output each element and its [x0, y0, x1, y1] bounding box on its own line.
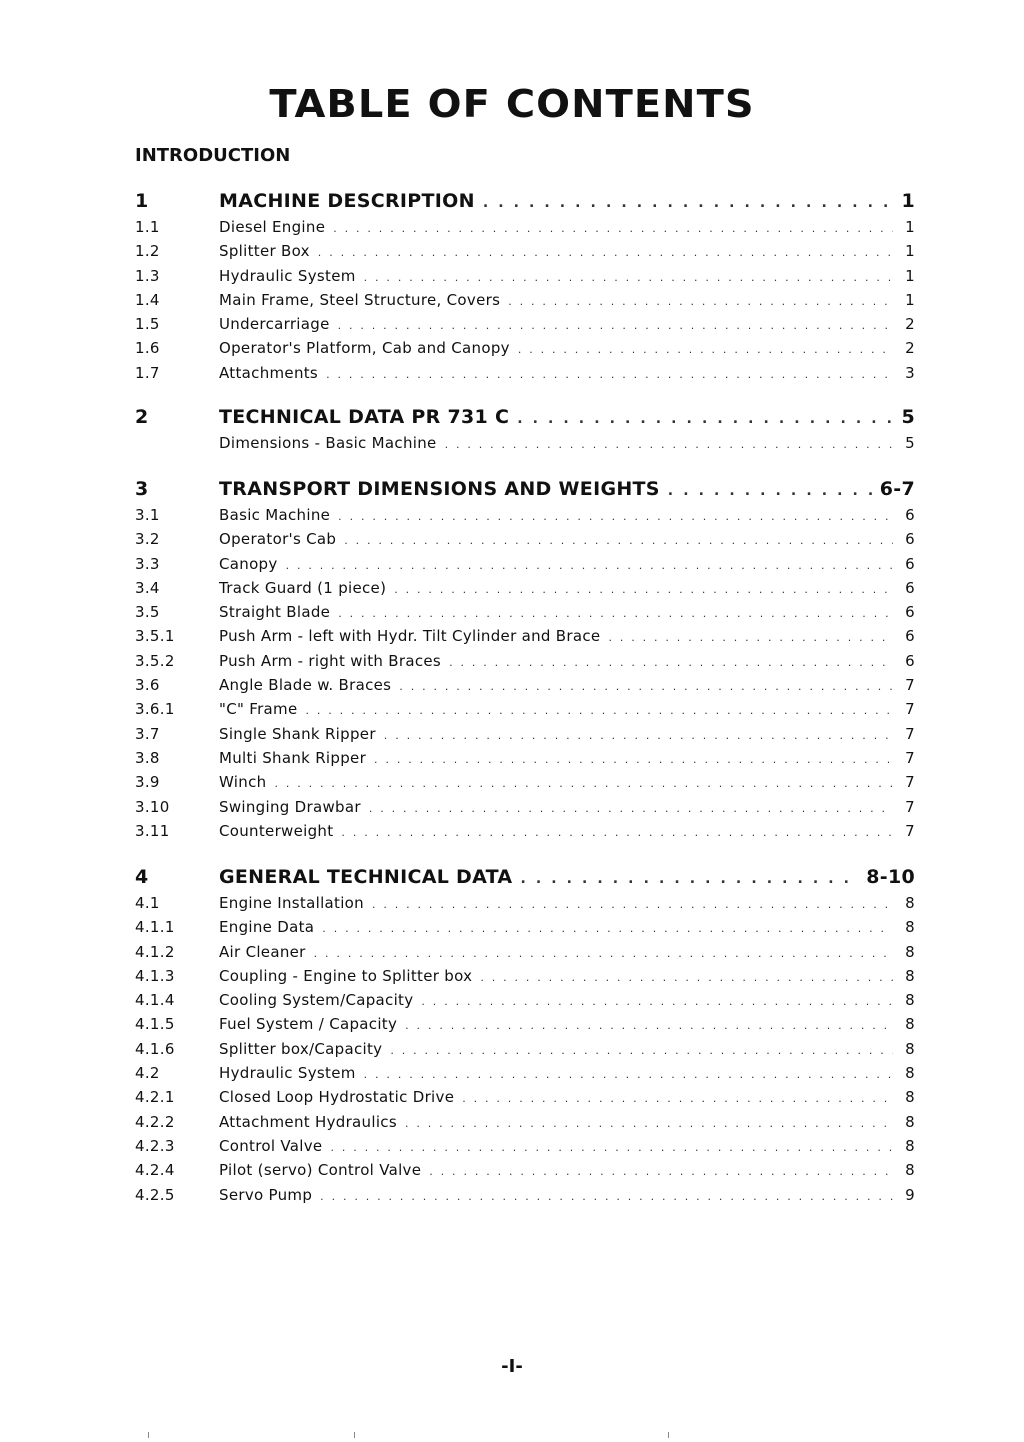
dot-leader	[518, 343, 893, 356]
toc-entry	[135, 1161, 915, 1185]
section-title: TECHNICAL DATA PR 731 C	[219, 406, 510, 428]
page-reference: 8	[905, 1039, 915, 1058]
toc-section-heading	[135, 478, 915, 506]
entry-title: Single Shank Ripper	[219, 724, 376, 743]
entry-title: Swinging Drawbar	[219, 797, 361, 816]
entry-number: 3.11	[135, 821, 170, 840]
entry-number: 3.10	[135, 797, 170, 816]
dot-leader	[338, 607, 893, 620]
toc-entry	[135, 773, 915, 797]
entry-number: 1.2	[135, 242, 160, 261]
page-reference: 3	[905, 363, 915, 382]
page-reference: 5	[905, 434, 915, 452]
entry-title: "C" Frame	[219, 700, 298, 719]
entry-number: 4.2.1	[135, 1088, 175, 1107]
entry-number: 3.4	[135, 578, 160, 597]
entry-number: 4.2.2	[135, 1112, 175, 1131]
toc-entry	[135, 725, 915, 749]
entry-number: 3.7	[135, 724, 160, 743]
entry-number: 3.5	[135, 603, 160, 622]
page-reference: 8	[905, 894, 915, 912]
entry-title: Air Cleaner	[219, 942, 306, 961]
dot-leader	[338, 319, 893, 332]
entry-title: Straight Blade	[219, 603, 331, 622]
entry-number: 4.1.1	[135, 918, 175, 937]
page-reference: 7	[905, 821, 915, 840]
toc-entry	[135, 434, 915, 458]
toc-entry	[135, 918, 915, 942]
toc-entry	[135, 242, 915, 266]
entry-number: 4.1.4	[135, 991, 175, 1010]
toc-entry	[135, 579, 915, 603]
page-reference: 6	[905, 627, 915, 646]
toc-entry	[135, 676, 915, 700]
dot-leader	[449, 656, 893, 669]
entry-title: Canopy	[219, 554, 278, 573]
entry-number: 3.8	[135, 748, 160, 767]
entry-title: Main Frame, Steel Structure, Covers	[219, 290, 501, 309]
toc-entry	[135, 364, 915, 388]
page-reference: 8	[905, 991, 915, 1010]
entry-number: 4.1.2	[135, 942, 175, 961]
dot-leader	[483, 195, 893, 211]
dot-leader	[429, 1165, 893, 1178]
dot-leader	[330, 1141, 893, 1154]
entry-title: Undercarriage	[219, 315, 330, 334]
toc-section-heading	[135, 406, 915, 434]
page-reference: 8	[905, 1088, 915, 1107]
page-reference: 7	[905, 773, 915, 792]
entry-title: Cooling System/Capacity	[219, 991, 414, 1010]
page-reference: 7	[905, 676, 915, 695]
dot-leader	[318, 246, 893, 259]
entry-number: 3.2	[135, 530, 160, 549]
entry-title: Track Guard (1 piece)	[219, 578, 387, 597]
entry-title: Coupling - Engine to Splitter box	[219, 966, 473, 985]
toc-entry	[135, 267, 915, 291]
dot-leader	[369, 802, 893, 815]
toc-entry	[135, 603, 915, 627]
entry-title: Closed Loop Hydrostatic Drive	[219, 1088, 455, 1107]
toc-entry	[135, 315, 915, 339]
entry-title: Splitter Box	[219, 242, 310, 261]
page-reference: 1	[905, 290, 915, 309]
entry-title: Push Arm - left with Hydr. Tilt Cylinder and Brace	[219, 627, 601, 646]
page-reference: 2	[905, 315, 915, 334]
page-reference: 8	[905, 1015, 915, 1034]
section-number: 3	[135, 478, 149, 500]
entry-title: Hydraulic System	[219, 1064, 356, 1083]
page-reference: 7	[905, 797, 915, 816]
entry-number: 3.6.1	[135, 700, 175, 719]
dot-leader	[405, 1117, 893, 1130]
dot-leader	[374, 753, 893, 766]
page-title: TABLE OF CONTENTS	[269, 82, 755, 126]
entry-title: Engine Installation	[219, 894, 364, 912]
dot-leader	[326, 368, 893, 381]
toc-entry	[135, 652, 915, 676]
page-reference: 8-10	[866, 866, 915, 888]
dot-leader	[341, 826, 893, 839]
section-number: 2	[135, 406, 149, 428]
entry-title: Counterweight	[219, 821, 334, 840]
entry-number: 1.6	[135, 339, 160, 358]
entry-title: Angle Blade w. Braces	[219, 676, 392, 695]
page-reference: 1	[905, 218, 915, 236]
dot-leader	[405, 1019, 893, 1032]
page-reference: 6	[905, 554, 915, 573]
entry-number: 4.1.3	[135, 966, 175, 985]
toc-entry	[135, 627, 915, 651]
toc-section-1	[135, 190, 915, 388]
dot-leader	[322, 922, 893, 935]
entry-number: 4.1	[135, 894, 160, 912]
entry-title: Multi Shank Ripper	[219, 748, 367, 767]
page-reference: 6-7	[879, 478, 915, 500]
toc-entry	[135, 798, 915, 822]
dot-leader	[364, 271, 893, 284]
scan-mark	[148, 1432, 149, 1438]
toc-entry	[135, 749, 915, 773]
entry-number: 3.5.2	[135, 651, 175, 670]
dot-leader	[399, 680, 893, 693]
entry-number: 4.1.5	[135, 1015, 175, 1034]
page-reference: 6	[905, 506, 915, 524]
entry-number: 1.3	[135, 266, 160, 285]
dot-leader	[305, 704, 893, 717]
entry-title: Basic Machine	[219, 506, 331, 524]
entry-number: 4.2	[135, 1064, 160, 1083]
dot-leader	[338, 510, 893, 523]
toc-section-heading	[135, 190, 915, 218]
page-reference: 5	[901, 406, 915, 428]
page-reference: 1	[901, 190, 915, 212]
page-reference: 8	[905, 1136, 915, 1155]
entry-title: Control Valve	[219, 1136, 323, 1155]
page-reference: 7	[905, 700, 915, 719]
entry-number: 3.6	[135, 676, 160, 695]
dot-leader	[333, 222, 893, 235]
section-title: TRANSPORT DIMENSIONS AND WEIGHTS	[219, 478, 660, 500]
page-number: -I-	[501, 1356, 523, 1377]
entry-title: Servo Pump	[219, 1185, 313, 1204]
toc-entry	[135, 943, 915, 967]
scan-mark	[354, 1432, 355, 1438]
toc-entry	[135, 1088, 915, 1112]
page-reference: 8	[905, 966, 915, 985]
entry-title: Attachments	[219, 363, 319, 382]
dot-leader	[668, 483, 872, 499]
toc-section-3	[135, 478, 915, 846]
dot-leader	[462, 1092, 893, 1105]
section-number: 4	[135, 866, 149, 888]
dot-leader	[286, 559, 893, 572]
entry-number: 3.9	[135, 773, 160, 792]
entry-title: Splitter box/Capacity	[219, 1039, 383, 1058]
entry-title: Hydraulic System	[219, 266, 356, 285]
dot-leader	[520, 871, 858, 887]
page-reference: 1	[905, 242, 915, 261]
toc-entry	[135, 1186, 915, 1210]
entry-title: Operator's Cab	[219, 530, 337, 549]
dot-leader	[364, 1068, 893, 1081]
toc-entry	[135, 967, 915, 991]
dot-leader	[344, 534, 893, 547]
page-reference: 7	[905, 748, 915, 767]
toc-entry	[135, 1137, 915, 1161]
page-reference: 6	[905, 603, 915, 622]
dot-leader	[445, 438, 893, 451]
entry-number: 1.1	[135, 218, 160, 236]
dot-leader	[384, 729, 893, 742]
entry-number: 3.1	[135, 506, 160, 524]
introduction-heading: INTRODUCTION	[135, 145, 291, 166]
page-reference: 8	[905, 942, 915, 961]
entry-title: Operator's Platform, Cab and Canopy	[219, 339, 510, 358]
entry-number: 3.3	[135, 554, 160, 573]
entry-number: 4.2.5	[135, 1185, 175, 1204]
dot-leader	[508, 295, 893, 308]
dot-leader	[314, 947, 893, 960]
dot-leader	[390, 1044, 893, 1057]
toc-section-2	[135, 406, 915, 458]
toc-section-4	[135, 866, 915, 1210]
entry-number: 4.1.6	[135, 1039, 175, 1058]
dot-leader	[372, 898, 893, 911]
entry-title: Dimensions - Basic Machine	[219, 434, 437, 452]
dot-leader	[480, 971, 893, 984]
toc-entry	[135, 894, 915, 918]
section-number: 1	[135, 190, 149, 212]
page-reference: 9	[905, 1185, 915, 1204]
toc-entry	[135, 1113, 915, 1137]
toc-entry	[135, 555, 915, 579]
page-reference: 8	[905, 1161, 915, 1180]
page-reference: 2	[905, 339, 915, 358]
entry-number: 3.5.1	[135, 627, 175, 646]
scan-mark	[668, 1432, 669, 1438]
dot-leader	[394, 583, 893, 596]
toc-entry	[135, 1064, 915, 1088]
page-reference: 1	[905, 266, 915, 285]
entry-title: Attachment Hydraulics	[219, 1112, 397, 1131]
entry-number: 1.5	[135, 315, 160, 334]
toc-entry	[135, 339, 915, 363]
dot-leader	[274, 777, 893, 790]
entry-number: 1.4	[135, 290, 160, 309]
toc-entry	[135, 506, 915, 530]
page-reference: 6	[905, 530, 915, 549]
toc-entry	[135, 218, 915, 242]
toc-entry	[135, 530, 915, 554]
entry-title: Pilot (servo) Control Valve	[219, 1161, 422, 1180]
entry-number: 4.2.3	[135, 1136, 175, 1155]
page-reference: 6	[905, 651, 915, 670]
toc-entry	[135, 700, 915, 724]
entry-title: Engine Data	[219, 918, 315, 937]
entry-number: 4.2.4	[135, 1161, 175, 1180]
toc-entry	[135, 991, 915, 1015]
entry-title: Winch	[219, 773, 267, 792]
page-reference: 8	[905, 1112, 915, 1131]
dot-leader	[608, 631, 893, 644]
toc-entry	[135, 291, 915, 315]
toc-entry	[135, 1015, 915, 1039]
section-title: GENERAL TECHNICAL DATA	[219, 866, 513, 888]
entry-title: Diesel Engine	[219, 218, 326, 236]
section-title: MACHINE DESCRIPTION	[219, 190, 475, 212]
page-reference: 8	[905, 918, 915, 937]
dot-leader	[517, 411, 893, 427]
dot-leader	[320, 1190, 893, 1203]
toc-entry	[135, 1040, 915, 1064]
page-reference: 8	[905, 1064, 915, 1083]
entry-title: Fuel System / Capacity	[219, 1015, 398, 1034]
dot-leader	[421, 995, 893, 1008]
entry-title: Push Arm - right with Braces	[219, 651, 442, 670]
page-reference: 7	[905, 724, 915, 743]
toc-entry	[135, 822, 915, 846]
entry-number: 1.7	[135, 363, 160, 382]
toc-section-heading	[135, 866, 915, 894]
page-reference: 6	[905, 578, 915, 597]
